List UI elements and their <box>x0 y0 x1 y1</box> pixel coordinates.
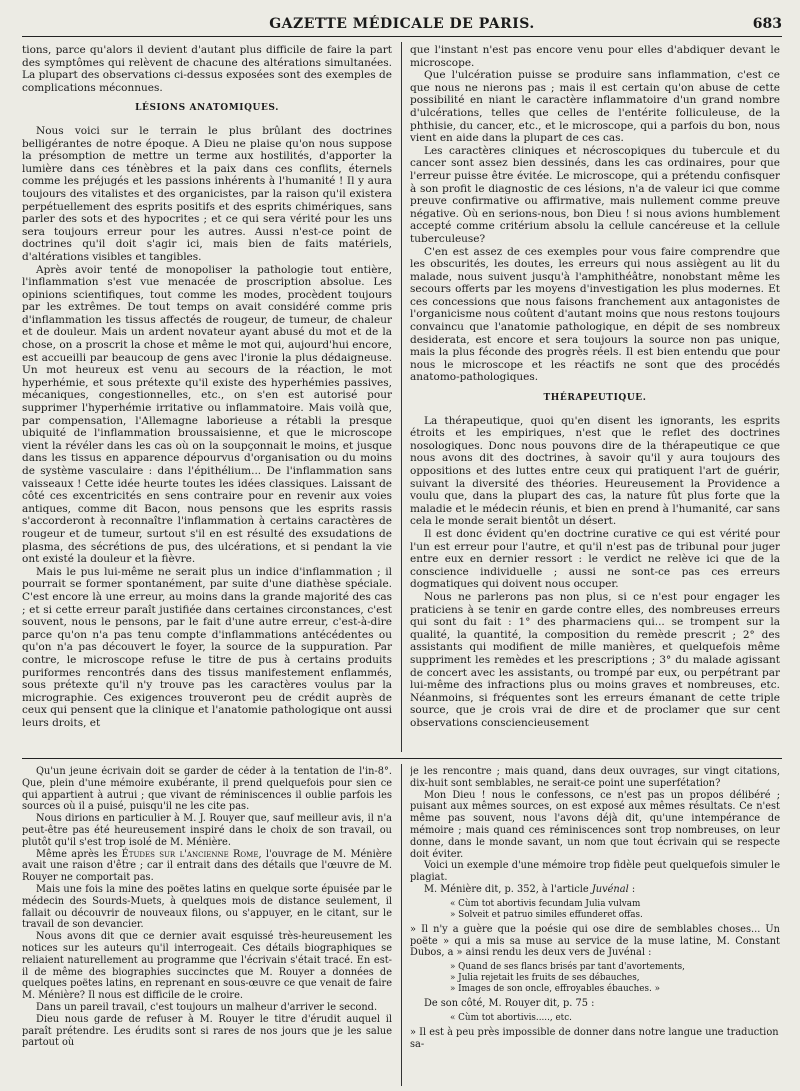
column-left-top <box>22 44 392 750</box>
paragraph: Il est donc évident qu'en doctrine curative ce qui est vérité pour l'un est erreur pour l'autre, et qu'il n'est pas de tribunal pour juger entre eux en dernier ressort : le verdict ne relève ici que de la conscience individuelle ; aussi ne sont-ce pas ces erreurs dogmatiques qui doivent nous occuper. <box>410 527 780 591</box>
paragraph: » Il n'y a guère que la poésie qui ose dire de semblables choses... Un poëte » qui a mis sa muse au service de la muse latine, M. Constant Dubos, a » ainsi rendu les deux vers de Juvénal : <box>410 923 780 959</box>
quote-line: » Quand de ses flancs brisés par tant d'avortements, <box>450 962 685 973</box>
paragraph: Nous dirions en particulier à M. J. Rouyer que, sauf meilleur avis, il n'a peut-être pas été heureusement inspiré dans le choix de son travail, ou plutôt qu'il s'est trop isolé de M. Ménière. <box>22 813 392 848</box>
column-right-bottom <box>410 766 780 1088</box>
paragraph: Mais une fois la mine des poëtes latins en quelque sorte épuisée par le médecin des Sourds-Muets, à quelques mois de distance seulement, il fallait ou découvrir de nouveaux filons, ou s'appuyer, en le citant, sur le travail de son devancier. <box>22 883 392 931</box>
latin-quote <box>450 899 780 921</box>
paragraph: Mon Dieu ! nous le confessons, ce n'est pas un propos délibéré ; puisant aux mêmes sources, on est exposé aux mêmes résultats. Ce n'est même pas souvent, nous l'avons déjà dit, qu'une intempérance de mémoire ; mais quand ces réminiscences sont trop nombreuses, on leur donne, dans le monde savant, un nom que tout écrivain qui se respecte doit éviter. <box>410 789 780 860</box>
paragraph: Dieu nous garde de refuser à M. Rouyer le titre d'érudit auquel il paraît prétendre. Les érudits sont si rares de nos jours que je les salue partout où <box>22 1013 392 1049</box>
paragraph: C'en est assez de ces exemples pour vous faire comprendre que les obscurités, les doutes, les erreurs qui nous assiègent au lit du malade, nous suivent jusqu'à l'amphithéâtre, nonobstant même les secours offerts par les moyens d'investigation les plus modernes. Et ces concessions que nous faisons franchement aux antagonistes de l'organicisme nous coûtent d'autant moins que nous restons toujours convaincu que l'anatomie pathologique, en dépit de ses nombreux desiderata, est encore et sera toujours la source non pas unique, mais la plus féconde des progrès réels. Il est bien entendu que pour nous le microscope et les réactifs ne sont que des procédés anatomo-pathologiques. <box>410 245 780 384</box>
author-name: Juvénal <box>591 883 629 895</box>
paragraph: Les caractères cliniques et nécroscopiques du tubercule et du cancer sont assez bien dessinés, dans les cas ordinaires, pour que l'erreur puisse être évitée. Le microscope, qui a prétendu confisquer à son profit le diagnostic de ces lésions, n'a de valeur ici que comme preuve confirmative ou affirmative, mais nullement comme preuve négative. Où en serions-nous, bon Dieu ! si nous avions humblement accepté comme critérium absolu la cellule cancéreuse et la cellule tuberculeuse? <box>410 144 780 245</box>
column-divider-bottom <box>401 764 402 1086</box>
page-header <box>22 14 782 37</box>
quote-line: « Cùm tot abortivis fecundam Julia vulvam <box>450 898 641 909</box>
paragraph: Nous ne parlerons pas non plus, si ce n'est pour engager les praticiens à se tenir en garde contre elles, des nombreuses erreurs qui sont du fait : 1° des pharmaciens qui... se trompent sur la qualité, la quantité, la composition du remède prescrit ; 2° des assistants qui modifient de mille manières, et quelquefois même suppriment les remèdes et les prescriptions ; 3° du malade agissant de concert avec les assistants, ou trompé par eux, ou perpétrant par lui-même des infractions plus ou moins graves et nombreuses, etc. Néanmoins, si fréquentes sont les erreurs émanant de cette triple source, que je crois vrai de dire et de proclamer que sur cent observations consciencieusement <box>410 590 780 729</box>
paragraph: Après avoir tenté de monopoliser la pathologie tout entière, l'inflammation s'est vue menacée de proscription absolue. Les opinions scientifiques, tout comme les modes, procèdent toujours par les extrêmes. De tout temps on avait considéré comme pris d'inflammation les tissus affectés de rougeur, de tumeur, de chaleur et de douleur. Mais un ardent novateur ayant abusé du mot et de la chose, on a proscrit la chose et même le mot qui, aujourd'hui encore, est accueilli par beaucoup de gens avec l'ironie la plus dédaigneuse. Un mot heureux est venu au secours de la réaction, le mot hyperhémie, et sous prétexte qu'il existe des hyperhémies passives, mécaniques, congestionnelles, etc., on s'en est autorisé pour supprimer l'hyperhémie irritative ou inflammatoire. Mais voilà que, par compensation, l'Allemagne laborieuse a rétabli la presque ubiquité de l'inflammation broussaisienne, et que le microscope vient la révéler dans les cas où on la soupçonnait le moins, et jusque dans les tissus en apparence dépourvus d'organisation ou du moins de système vasculaire : dans l'épithélium... De l'inflammation sans vaisseaux ! Cette idée heurte toutes les idées classiques. Laissant de côté ces excentricités en sens contraire pour en revenir aux voies antiques, comme dit Bacon, nous pensons que les esprits rassis s'accorderont à reconnaître l'inflammation à certains caractères de rougeur et de tumeur, surtout s'il en est résulté des exsudations de plasma, des sécrétions de pus, des ulcérations, et si pendant la vie ont existé la douleur et la fièvre. <box>22 263 392 566</box>
paragraph: Mais le pus lui-même ne serait plus un indice d'inflammation ; il pourrait se former spontanément, par suite d'une diathèse spéciale. C'est encore là une erreur, au moins dans la grande majorité des cas ; et si cette erreur paraît justifiée dans certaines circonstances, c'est souvent, nous le pensons, par le fait d'une autre erreur, c'est-à-dire parce qu'on n'a pas tenu compte d'inflammations antécédentes ou qu'on n'a pas découvert le foyer, la source de la suppuration. Par contre, le microscope refuse le titre de pus à certains produits puriformes rencontrés dans des tissus manifestement enflammés, sous prétexte qu'il n'y trouve pas les caractères voulus par la micrographie. Ces exigences trouveront peu de crédit auprès de ceux qui pensent que la clinique et l'anatomie pathologique ont aussi leurs droits, et <box>22 565 392 729</box>
feuilleton-separator <box>22 758 782 759</box>
paragraph <box>22 849 392 884</box>
paragraph <box>410 884 780 896</box>
section-heading-lesions: LÉSIONS ANATOMIQUES. <box>135 103 279 114</box>
text-run: Même après les <box>36 848 122 860</box>
paragraph: Dans un pareil travail, c'est toujours un malheur d'arriver le second. <box>36 1001 378 1013</box>
text-run: M. Ménière dit, p. 352, à l'article <box>424 883 592 895</box>
paragraph: » Il est à peu près impossible de donner dans notre langue une traduction sa- <box>410 1026 779 1050</box>
journal-title: GAZETTE MÉDICALE DE PARIS. <box>269 16 535 32</box>
text-run: , l'ouvrage de M. Ménière avait une raison d'être ; car il entrait dans des détails que l'œuvre de M. Rouyer ne comportait pas. <box>22 848 392 884</box>
text-run: : <box>628 883 636 895</box>
paragraph: Nous avons dit que ce dernier avait esquissé très-heureusement les notices sur les auteurs qu'il interrogeait. Ces détails biographiques se reliaient naturellement au programme que l'écrivain s'était tracé. En est-il de même des biographies succinctes que M. Rouyer a données de quelques poëtes latins, en reprenant en sous-œuvre ce que venait de faire M. Ménière? Il nous est difficile de le croire. <box>22 931 392 1002</box>
paragraph: Que l'ulcération puisse se produire sans inflammation, c'est ce que nous ne nierons pas ; mais il est certain qu'on abuse de cette possibilité en niant le caractère inflammatoire d'un grand nombre d'ulcérations, telles que celles de l'entérite folliculeuse, de la phthisie, du cancer, etc., et le microscope, qui a parfois du bon, nous vient en aide dans la plupart de ces cas. <box>410 69 780 145</box>
section-heading-therapeutique: THÉRAPEUTIQUE. <box>543 393 647 404</box>
latin-quote-short <box>450 1013 780 1024</box>
column-left-bottom <box>22 766 392 1088</box>
paragraph: Qu'un jeune écrivain doit se garder de céder à la tentation de l'in-8°. Que, plein d'une mémoire exubérante, il prend quelquefois pour sien ce qui appartient à autrui ; que vivant de réminiscences il oublie parfois les sources où il a puisé, puisqu'il ne les cite pas. <box>22 766 392 813</box>
quote-line: » Images de son oncle, effroyables ébauches. » <box>450 984 660 995</box>
paragraph: Nous voici sur le terrain le plus brûlant des doctrines belligérantes de notre époque. A Dieu ne plaise qu'on nous suppose la présomption de mettre un terme aux hostilités, d'apporter la lumière dans ces ténèbres et la paix dans ces conflits, éternels comme les préjugés et les passions inhérents à l'humanité ! Il y aura toujours des vitalistes et des organicistes, par la raison qu'il existera perpétuellement des esprits positifs et des esprits chimériques, sans parler des sots et des hypocrites ; et ce qui sera vérité pour les uns sera toujours erreur pour les autres. Aussi n'est-ce point de doctrines qu'il doit s'agir ici, mais bien de faits matériels, d'altérations visibles et tangibles. <box>22 124 392 263</box>
quote-line: » Julia rejetait les fruits de ses débauches, <box>450 973 640 984</box>
page-number: 683 <box>752 16 782 32</box>
paragraph: que l'instant n'est pas encore venu pour elles d'abdiquer devant le microscope. <box>410 44 780 69</box>
paragraph: De son côté, M. Rouyer dit, p. 75 : <box>424 998 595 1010</box>
paragraph: La thérapeutique, quoi qu'en disent les ignorants, les esprits étroits et les empiriques, n'est que le reflet des doctrines nosologiques. Donc nous pouvons dire de la thérapeutique ce que nous avons dit des doctrines, à savoir qu'il y aura toujours des oppositions et des luttes entre ceux qui pratiquent l'art de guérir, suivant la diversité des théories. Heureusement la Providence a voulu que, dans la plupart des cas, la nature fût plus forte que la maladie et le médecin réunis, et bien en prend à l'humanité, car sans cela le monde serait bientôt un désert. <box>410 414 780 528</box>
paragraph: je les rencontre ; mais quand, dans deux ouvrages, sur vingt citations, dix-huit sont semblables, ne serait-ce point une superfétation? <box>410 766 780 789</box>
quote-line: » Solveit et patruo similes effunderet offas. <box>450 909 643 920</box>
column-divider-top <box>401 42 402 752</box>
paragraph: Voici un exemple d'une mémoire trop fidèle peut quelquefois simuler le plagiat. <box>410 860 780 884</box>
book-title: Études sur l'ancienne Rome <box>121 848 259 860</box>
quote-line: « Cùm tot abortivis....., etc. <box>450 1012 572 1023</box>
french-verse-quote <box>450 962 780 995</box>
paragraph: tions, parce qu'alors il devient d'autant plus difficile de faire la part des symptômes qui relèvent de chacune des altérations simultanées. La plupart des observations ci-dessus exposées sont des exemples de complications méconnues. <box>22 44 392 94</box>
column-right-top <box>410 44 780 750</box>
